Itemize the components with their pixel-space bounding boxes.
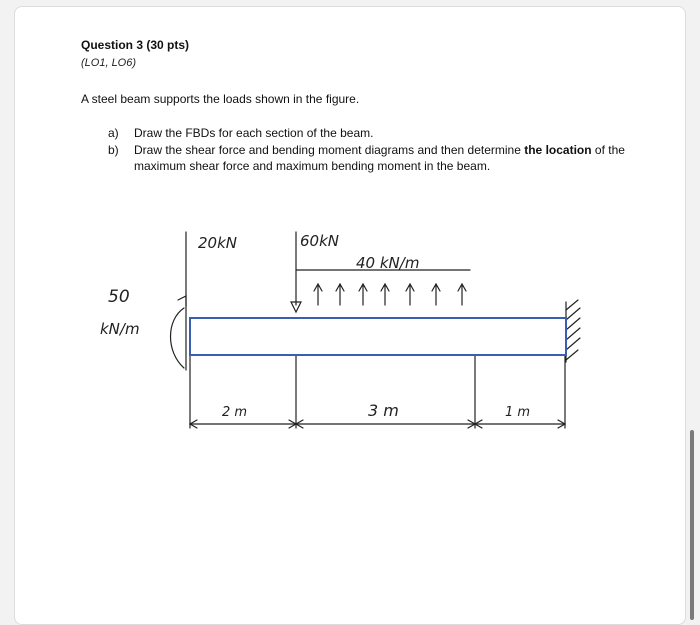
task-text-bold: the location (524, 143, 592, 157)
distributed-load-arrows (314, 284, 466, 305)
problem-statement: A steel beam supports the loads shown in the figure. (81, 92, 360, 106)
task-text: Draw the shear force and bending moment diagrams and then determine (134, 143, 525, 157)
task-marker: a) (108, 126, 119, 140)
question-title: Question 3 (30 pts) (81, 38, 190, 52)
task-text-end: of the maximum shear force and maximum bending moment in the beam. (134, 143, 625, 173)
beam (190, 318, 566, 355)
span-1-label: 2 m (222, 405, 248, 420)
moment-value-label: 50 (108, 287, 130, 307)
fixed-support-hatch (566, 300, 580, 360)
moment-unit-label: kN/m (100, 320, 140, 338)
span-3-label: 1 m (505, 405, 531, 420)
learning-outcomes: (LO1, LO6) (81, 57, 137, 69)
task-text: Draw the FBDs for each section of the beam. (134, 126, 374, 140)
point-load-1-label: 20kN (198, 234, 237, 252)
task-marker: b) (108, 143, 119, 157)
point-load-2-label: 60kN (300, 232, 339, 250)
span-2-label: 3 m (368, 401, 399, 420)
moment-arc (171, 308, 185, 368)
moment-arrow-icon (178, 296, 186, 306)
distributed-load-label: 40 kN/m (356, 254, 420, 272)
